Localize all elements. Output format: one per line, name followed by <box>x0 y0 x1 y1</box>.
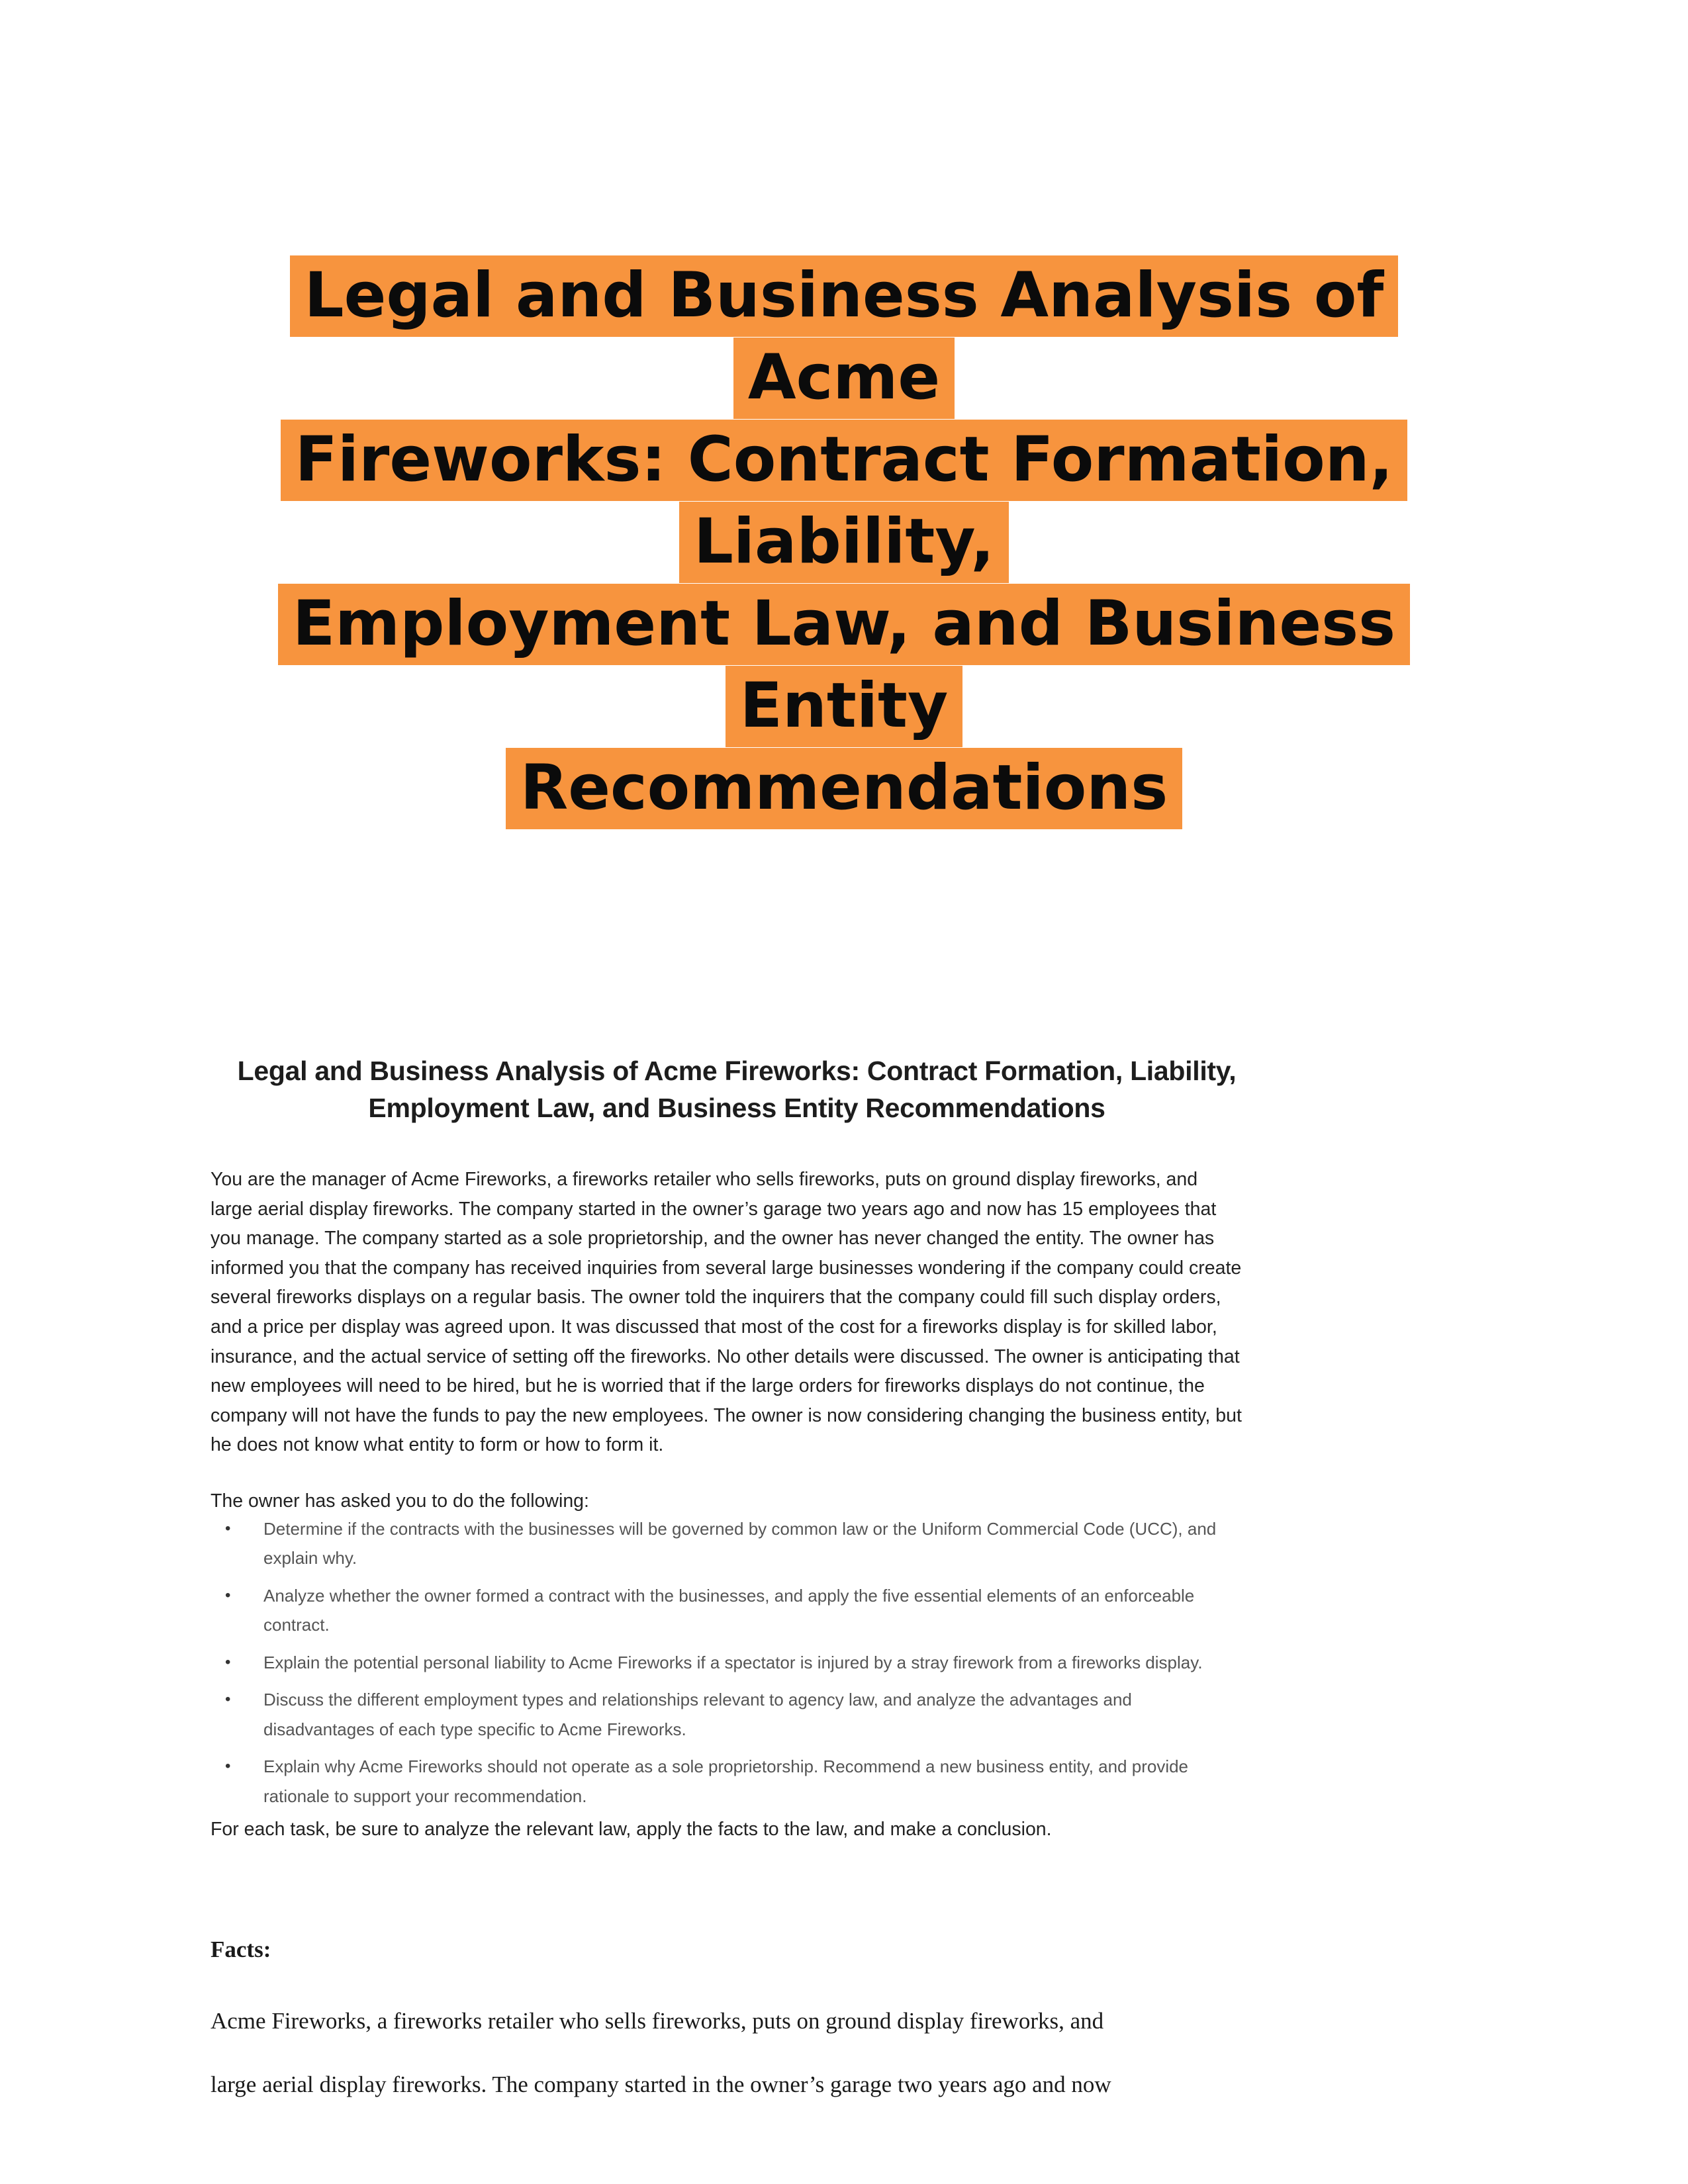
task-item <box>211 1685 1243 1744</box>
facts-line: Acme Fireworks, a fireworks retailer who sells fireworks, puts on ground display fireworks, and <box>211 2008 1104 2034</box>
cover-title-line: Employment Law, and Business Entity <box>278 584 1410 747</box>
asked-intro: The owner has asked you to do the following: <box>211 1490 589 1512</box>
document-title-line: Employment Law, and Business Entity Recommendations <box>368 1093 1105 1123</box>
task-list <box>211 1514 1243 1811</box>
intro-paragraph: You are the manager of Acme Fireworks, a fireworks retailer who sells fireworks, puts on ground display fireworks, and large aerial display fireworks. The company started in the owner’s garage two years ago and now has 15 employees that you manage. The company started as a sole proprietorship, and the owner has never changed the entity. The owner has informed you that the company has received inquiries from several large businesses wondering if the company could create several fireworks displays on a regular basis. The owner told the inquirers that the company could fill such display orders, and a price per display was agreed upon. It was discussed that most of the cost for a fireworks display is for skilled labor, insurance, and the actual service of setting off the fireworks. No other details were discussed. The owner is anticipating that new employees will need to be hired, but he is worried that if the large orders for fireworks displays do not continue, the company will not have the funds to pay the new employees. The owner is now considering changing the business entity, but he does not know what entity to form or how to form it. <box>211 1169 1242 1456</box>
facts-heading: Facts: <box>211 1936 271 1963</box>
facts-line: large aerial display fireworks. The company started in the owner’s garage two years ago and now <box>211 2071 1111 2098</box>
cover-title-line: Fireworks: Contract Formation, Liability, <box>281 420 1408 583</box>
task-text: Analyze whether the owner formed a contract with the businesses, and apply the five essential elements of an enforceable contract. <box>263 1585 1195 1635</box>
scanned-document <box>211 1052 1243 2116</box>
bullet-icon: • <box>225 1757 231 1776</box>
document-title <box>211 1052 1243 1126</box>
task-item <box>211 1648 1243 1678</box>
task-text: Determine if the contracts with the businesses will be governed by common law or the Uniform Commercial Code (UCC), and explain why. <box>263 1518 1217 1569</box>
task-item <box>211 1752 1243 1811</box>
closing-instruction: For each task, be sure to analyze the relevant law, apply the facts to the law, and make a conclusion. <box>211 1819 1052 1841</box>
facts-body <box>211 1989 1243 2116</box>
task-text: Discuss the different employment types and relationships relevant to agency law, and analyze the advantages and disadvantages of each type specific to Acme Fireworks. <box>263 1690 1132 1739</box>
bullet-icon: • <box>225 1519 231 1537</box>
document-title-line: Legal and Business Analysis of Acme Fireworks: Contract Formation, Liability, <box>237 1056 1237 1086</box>
bullet-icon: • <box>225 1586 231 1604</box>
task-item <box>211 1514 1243 1573</box>
bullet-icon: • <box>225 1653 231 1671</box>
cover-title-line: Legal and Business Analysis of Acme <box>290 255 1399 419</box>
cover-title-line: Recommendations <box>506 748 1182 829</box>
task-text: Explain the potential personal liability to Acme Fireworks if a spectator is injured by a stray firework from a fireworks display. <box>263 1652 1203 1672</box>
task-item <box>211 1581 1243 1640</box>
bullet-icon: • <box>225 1690 231 1709</box>
task-text: Explain why Acme Fireworks should not operate as a sole proprietorship. Recommend a new business entity, and provide rationale to support your recommendation. <box>263 1756 1189 1806</box>
cover-title <box>199 255 1489 829</box>
